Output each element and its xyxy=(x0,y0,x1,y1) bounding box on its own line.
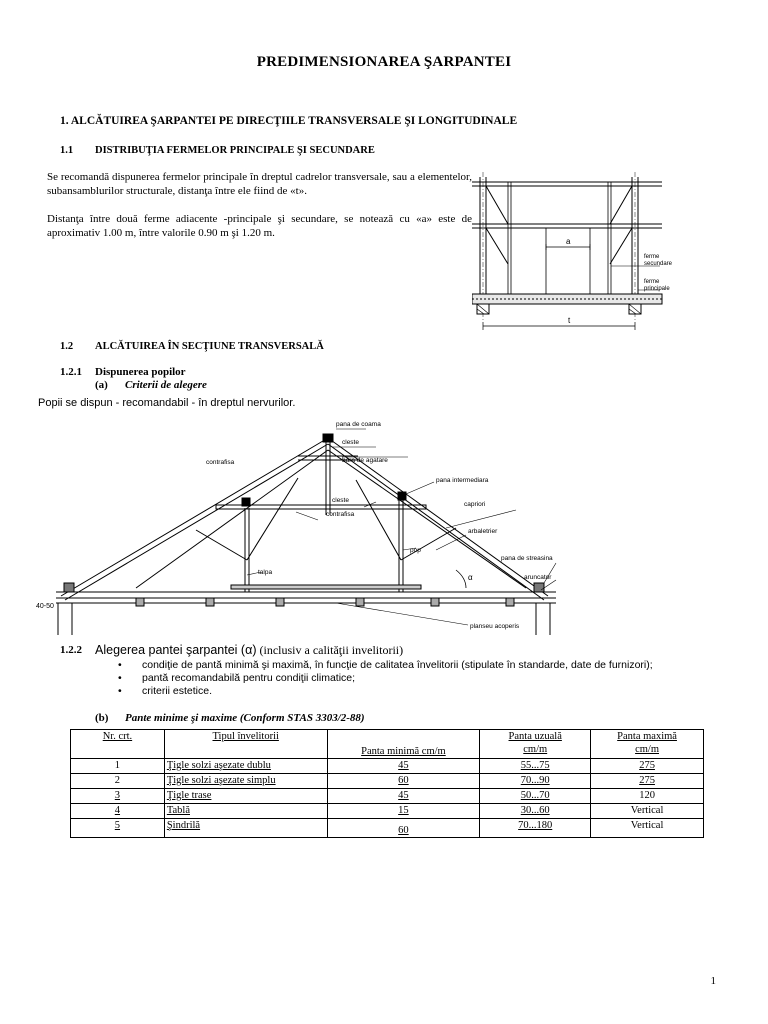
label-cleste-top: cleste xyxy=(342,439,359,446)
section-1-2-2-heading-line xyxy=(95,643,403,658)
label-ferme-secundare-1: ferme xyxy=(644,254,660,260)
cell-max: 120 xyxy=(591,789,704,804)
label-pana-coama: pana de coama xyxy=(336,421,381,428)
criteria-heading: Criterii de alegere xyxy=(125,379,207,391)
section-1-1-heading: DISTRIBUŢIA FERMELOR PRINCIPALE ŞI SECUNDARE xyxy=(95,145,375,156)
label-ferme-principale-1: ferme xyxy=(644,279,660,285)
label-pana-intermediara: pana intermediara xyxy=(436,477,489,484)
label-talpa: talpa xyxy=(258,569,273,576)
label-bara-agatare: bara de agatare xyxy=(342,457,388,464)
cell-min: 60 xyxy=(327,774,480,789)
cell-max: 275 xyxy=(591,759,704,774)
header-min: Panta minimă cm/m xyxy=(327,730,480,759)
label-aruncator: aruncator xyxy=(524,574,552,581)
header-maxima: Panta maximă cm/m xyxy=(591,730,704,759)
section-1-1-number: 1.1 xyxy=(60,145,74,156)
list-item: • pantă recomandabilă pentru condiţii climatice; xyxy=(118,672,653,685)
label-t: t xyxy=(568,316,571,325)
cell-nr: 3 xyxy=(71,789,165,804)
label-capriori: capriori xyxy=(464,501,486,508)
label-contrafisa-right: contrafisa xyxy=(326,511,355,518)
cell-uz: 70...180 xyxy=(480,819,591,838)
cell-max: 275 xyxy=(591,774,704,789)
header-uzuala: Panta uzuală cm/m xyxy=(480,730,591,759)
slopes-table xyxy=(70,729,704,838)
cell-uz: 30...60 xyxy=(480,804,591,819)
cell-tip: Ţigle solzi aşezate simplu xyxy=(164,774,327,789)
table-heading: Pante minime şi maxime (Conform STAS 3303/2-88) xyxy=(125,712,365,724)
table-marker-b: (b) xyxy=(95,712,109,724)
cell-tip: Ţigle solzi aşezate dublu xyxy=(164,759,327,774)
section-1-2-number: 1.2 xyxy=(60,341,74,352)
label-planseu-acoperis: planseu acoperis xyxy=(470,623,520,630)
cell-min: 45 xyxy=(327,789,480,804)
cell-uz: 70...90 xyxy=(480,774,591,789)
section-1-2-2-heading: Alegerea pantei şarpantei (α) xyxy=(95,643,257,657)
criteria-list xyxy=(118,659,653,698)
table-row xyxy=(71,819,704,838)
cell-max: Vertical xyxy=(591,804,704,819)
figure-roof-section xyxy=(36,420,576,635)
paragraph-ferme-principale: Se recomandă dispunerea fermelor principale în dreptul cadrelor transversale, sau a elementelor, subansamblurilor structurale, distanţa între ele fiind de «t». xyxy=(47,171,472,197)
label-ferme-principale-2: principale xyxy=(644,286,670,292)
label-dimension-40-50: 40-50 xyxy=(36,603,54,610)
header-nr: Nr. crt. xyxy=(71,730,165,759)
table-row xyxy=(71,774,704,789)
table-row xyxy=(71,789,704,804)
section-1-2-2-note: (inclusiv a calităţii invelitorii) xyxy=(259,643,404,657)
criteria-marker-a: (a) xyxy=(95,379,108,391)
cell-uz: 55...75 xyxy=(480,759,591,774)
header-tip: Tipul învelitorii xyxy=(164,730,327,759)
section-1-heading: 1. ALCĂTUIREA ŞARPANTEI PE DIRECŢIILE TRANSVERSALE ŞI LONGITUDINALE xyxy=(60,115,518,127)
section-1-2-1-number: 1.2.1 xyxy=(60,366,82,378)
label-alpha: α xyxy=(468,573,473,582)
cell-nr: 2 xyxy=(71,774,165,789)
cell-nr: 5 xyxy=(71,819,165,838)
label-arbaletrier: arbaletrier xyxy=(468,528,498,535)
table-row xyxy=(71,759,704,774)
section-1-2-heading: ALCĂTUIREA ÎN SECŢIUNE TRANSVERSALĂ xyxy=(95,341,324,352)
popi-text: Popii se dispun - recomandabil - în dreptul nervurilor. xyxy=(38,397,296,409)
label-pop: pop xyxy=(410,547,421,554)
label-ferme-secundare-2: secundare xyxy=(644,261,673,267)
list-item: • condiţie de pantă minimă şi maximă, în funcţie de calitatea învelitorii (stipulate în standarde, date de furnizori); xyxy=(118,659,653,672)
cell-tip: Şindrilă xyxy=(164,819,327,838)
cell-min: 45 xyxy=(327,759,480,774)
cell-nr: 1 xyxy=(71,759,165,774)
paragraph-distanta-ferme: Distanţa între două ferme adiacente -principale şi secundare, se notează cu «a» este de aproximativ 1.00 m, între valorile 0.90 m şi 1.20 m. xyxy=(47,213,472,239)
page-number: 1 xyxy=(710,975,716,987)
section-1-2-1-heading: Dispunerea popilor xyxy=(95,366,186,378)
cell-min: 60 xyxy=(327,819,480,838)
cell-tip: Ţigle trase xyxy=(164,789,327,804)
page-title: PREDIMENSIONAREA ŞARPANTEI xyxy=(256,54,512,70)
label-a: a xyxy=(566,237,571,246)
list-item: • criterii estetice. xyxy=(118,685,653,698)
label-pana-streasina: pana de streasina xyxy=(501,555,553,562)
cell-min: 15 xyxy=(327,804,480,819)
section-1-2-2-number: 1.2.2 xyxy=(60,644,82,656)
cell-max: Vertical xyxy=(591,819,704,838)
table-header-row xyxy=(71,730,704,759)
label-contrafisa-left: contrafisa xyxy=(206,459,235,466)
table-row xyxy=(71,804,704,819)
cell-uz: 50...70 xyxy=(480,789,591,804)
cell-tip: Tablă xyxy=(164,804,327,819)
label-cleste-mid: cleste xyxy=(332,497,349,504)
cell-nr: 4 xyxy=(71,804,165,819)
figure-truss-plan xyxy=(472,172,677,342)
